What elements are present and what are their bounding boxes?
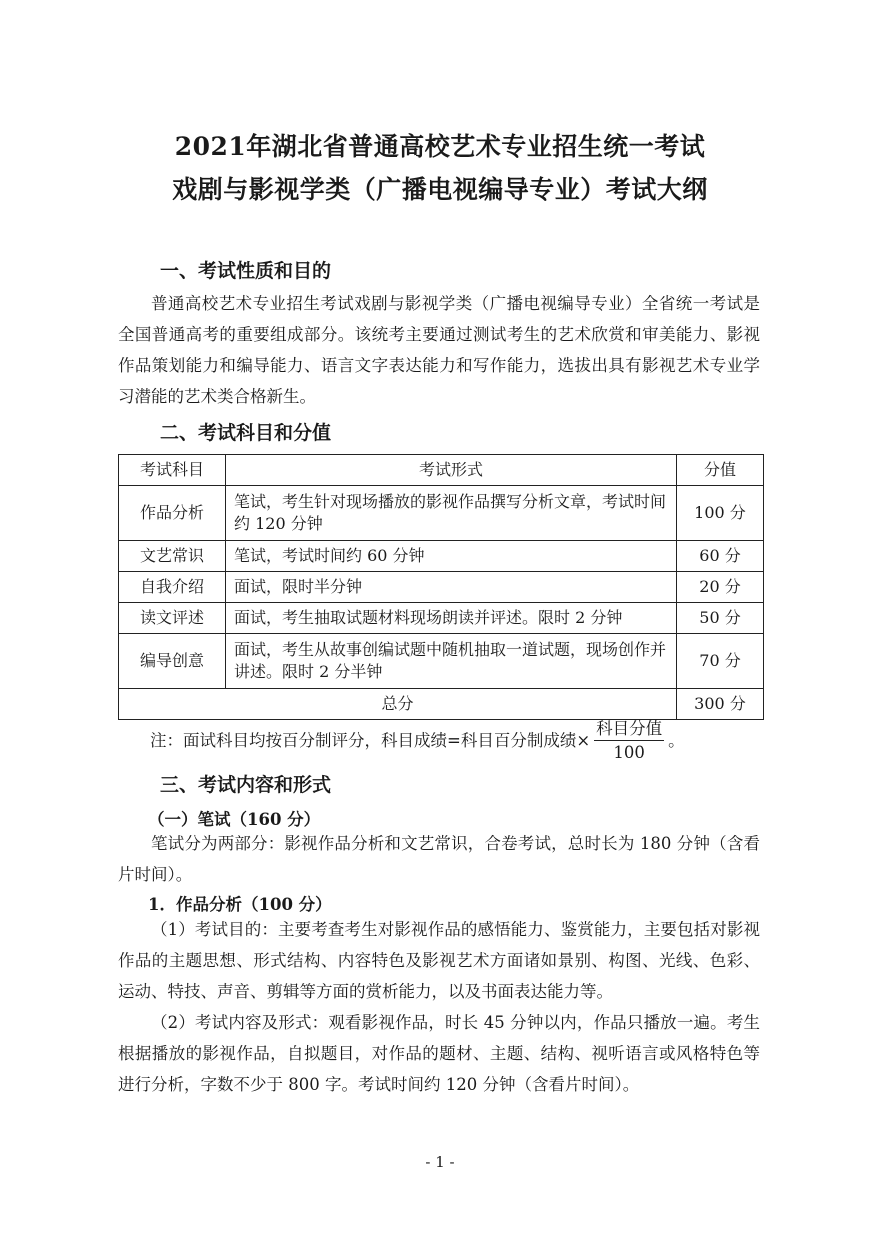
cell-form: 面试，考生抽取试题材料现场朗读并评述。限时 2 分钟: [226, 603, 677, 634]
cell-score: 50 分: [677, 603, 764, 634]
item-analysis-purpose: （1）考试目的：主要考查考生对影视作品的感悟能力、鉴赏能力，主要包括对影视作品的主题思想、形式结构、内容特色及影视艺术方面诸如景别、构图、光线、色彩、运动、特技、声音、剪辑等方面的赏析能力，以及书面表达能力等。: [118, 920, 760, 1001]
note-fraction: [594, 715, 664, 762]
header-subject: 考试科目: [119, 455, 226, 486]
subsection-written-heading: （一）笔试（160 分）: [148, 810, 321, 829]
subsection-written-body: 笔试分为两部分：影视作品分析和文艺常识，合卷考试，总时长为 180 分钟（含看片时间）。: [118, 834, 760, 884]
cell-subject: 自我介绍: [119, 572, 226, 603]
table-row: [119, 486, 764, 541]
table-row: [119, 634, 764, 689]
score-table: [118, 454, 764, 720]
table-header-row: [119, 455, 764, 486]
cell-form: 面试，考生从故事创编试题中随机抽取一道试题，现场创作并讲述。限时 2 分半钟: [226, 634, 677, 689]
note-suffix: 。: [668, 730, 685, 750]
table-row: [119, 541, 764, 572]
cell-subject: 读文评述: [119, 603, 226, 634]
item-analysis-heading: 1．作品分析（100 分）: [148, 895, 332, 914]
cell-subject: 编导创意: [119, 634, 226, 689]
total-label: 总分: [119, 689, 677, 720]
page-number: - 1 -: [425, 1153, 455, 1171]
section1-body: 普通高校艺术专业招生考试戏剧与影视学类（广播电视编导专业）全省统一考试是全国普通高考的重要组成部分。该统考主要通过测试考生的艺术欣赏和审美能力、影视作品策划能力和编导能力、语言文字表达能力和写作能力，选拔出具有影视艺术专业学习潜能的艺术类合格新生。: [118, 294, 760, 406]
cell-score: 20 分: [677, 572, 764, 603]
document-title-line2: 戏剧与影视学类（广播电视编导专业）考试大纲: [172, 175, 708, 204]
note-prefix: 注：面试科目均按百分制评分，科目成绩=科目百分制成绩×: [150, 730, 591, 750]
cell-form: 笔试，考生针对现场播放的影视作品撰写分析文章，考试时间约 120 分钟: [226, 486, 677, 541]
cell-form: 面试，限时半分钟: [226, 572, 677, 603]
item-analysis-content: （2）考试内容及形式：观看影视作品，时长 45 分钟以内，作品只播放一遍。考生根据播放的影视作品，自拟题目，对作品的题材、主题、结构、视听语言或风格特色等进行分析，字数不少于 800 字。考试时间约 120 分钟（含看片时间）。: [118, 1013, 760, 1094]
table-row: [119, 603, 764, 634]
fraction-numerator: 科目分值: [594, 715, 664, 741]
cell-subject: 文艺常识: [119, 541, 226, 572]
header-score: 分值: [677, 455, 764, 486]
header-form: 考试形式: [226, 455, 677, 486]
section3-heading: 三、考试内容和形式: [160, 774, 332, 796]
cell-score: 70 分: [677, 634, 764, 689]
fraction-denominator: 100: [613, 743, 645, 762]
section2-heading: 二、考试科目和分值: [160, 422, 332, 444]
score-note: [150, 715, 685, 762]
table-row: [119, 572, 764, 603]
cell-score: 100 分: [677, 486, 764, 541]
total-score: 300 分: [677, 689, 764, 720]
cell-score: 60 分: [677, 541, 764, 572]
cell-form: 笔试，考试时间约 60 分钟: [226, 541, 677, 572]
document-title-line1: 2021年湖北省普通高校艺术专业招生统一考试: [174, 132, 706, 161]
section1-heading: 一、考试性质和目的: [160, 260, 332, 282]
cell-subject: 作品分析: [119, 486, 226, 541]
